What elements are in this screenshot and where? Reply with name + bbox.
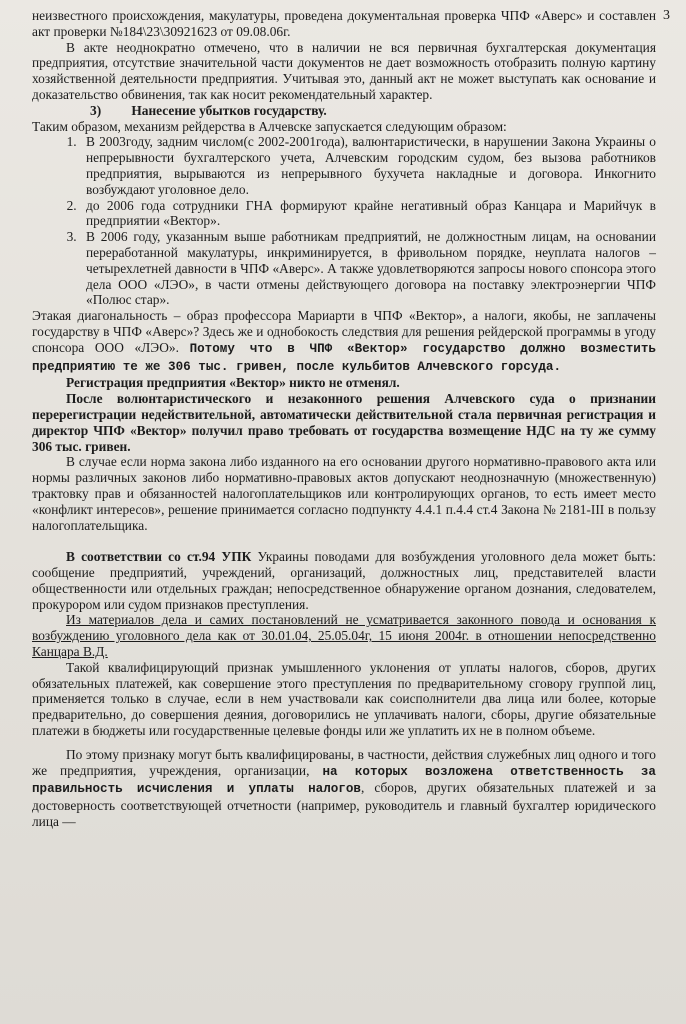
paragraph-diagonal — [32, 308, 656, 375]
section-heading-number: 3) — [90, 102, 102, 118]
spacer — [32, 533, 656, 549]
section-heading-3 — [90, 103, 656, 119]
paragraph-last-bold: на которых возложена ответственность за правильность исчисления и уплаты налогов — [32, 764, 656, 797]
section-heading-text: Нанесение убытков государству. — [131, 102, 327, 118]
paragraph-act: В акте неоднократно отмечено, что в наличии не вся первичная бухгалтерская документация предприятия, отсутствие значительной части документов не дает возможность отобразить полную картину хозяйственной деятельности предприятия. Учитывая это, данный акт не может выступать как основание и доказательство обвинения, так как носит рекомендательный характер. — [32, 39, 656, 102]
paragraph-upk — [32, 549, 656, 612]
paragraph-last-text-a: По этому признаку могут быть квалифицированы, в частности, действия служебных лиц одного и того же предприятия, учреждения, организации, — [32, 746, 656, 778]
paragraph-diagonal-bold: Потому что в ЧПФ «Вектор» государство должно возместить предприятию те же 306 тыс. гривен, после кульбитов Алчевского горсуда. — [32, 341, 656, 374]
paragraph-materials: Из материалов дела и самих постановлений не усматривается законного повода и основания к возбуждению уголовного дела как от 30.01.04, 25.05.04г, 15 июня 2004г. в отношении непосредственно Канцара В.Д. — [32, 612, 656, 660]
paragraph-diagonal-text: Этакая диагональность – образ профессора Мариарти в ЧПФ «Вектор», а налоги, якобы, не заплачены государству в ЧПФ «Аверс»? Здесь же и однобокость следствия для решения рейдерской программы в угоду спонсора ООО «ЛЭО». — [32, 308, 656, 355]
paragraph-upk-text: Украины поводами для возбуждения уголовного дела может быть: сообщение предприятий, учреждений, организаций, должностных лиц, представителей власти общественности или отдельных граждан; непосредственное обнаружение органом дознания, следователем, прокурором или судом признаков преступления. — [32, 549, 656, 612]
list-item: 1. В 2003году, задним числом(с 2002-2001года), валюнтаристически, в нарушении Закона Украины о непрерывности бухгалтерского учета, Алчевским городским судом, без вызова работников предприятия, вырываются из непрерывного бухучета накладные и договора. Инкогнито возбуждают уголовное дело. — [80, 134, 656, 197]
list-item: 2. до 2006 года сотрудники ГНА формируют крайне негативный образ Канцара и Марийчук в предприятии «Вектор». — [80, 198, 656, 230]
paragraph-qualification: Такой квалифицирующий признак умышленного уклонения от уплаты налогов, сборов, других обязательных платежей, как совершение этого преступления по предварительному сговору группой лиц, применяется только в случае, если в нем участвовали как соисполнители два лица или более, которые предварительно, до совершения деяния, договорились не уплачивать налоги, сборы, другие обязательные платежи в бюджеты или государственные целевые фонды или же уплатить их не в полном объеме. — [32, 659, 656, 739]
paragraph-registration: Регистрация предприятия «Вектор» никто не отменял. — [66, 375, 400, 391]
paragraph-norm: В случае если норма закона либо изданного на его основании другого нормативно-правового акта или нормы различных законов либо нормативно-правовых актов допускают неоднозначную (множественную) трактовку прав и обязанностей налогоплательщиков или контролирующих органов, то есть имеет место «конфликт интересов», решение принимается согласно подпункту 4.4.1 п.4.4 ст.4 Закона № 2181-III в пользу налогоплательщика. — [32, 454, 656, 533]
list-item: 3. В 2006 году, указанным выше работникам предприятий, не должностным лицам, на основании переработанной макулатуры, инкриминируется, в фривольном порядке, неуплата налогов – четырехлетней давности в ЧПФ «Аверс». А также удовлетворяются запросы нового спонсора этого дела ООО «ЛЭО», в части отмены действующего договора на поставку электроэнергии ЧПФ «Полюс стар». — [80, 229, 656, 308]
paragraph-upk-bold: В соответствии со ст.94 УПК — [66, 549, 252, 565]
spacer — [32, 739, 656, 747]
paragraph-after-decision: После волюнтаристического и незаконного решения Алчевского суда о признании перерегистрации недействительной, автоматически действительной стала первичная регистрация и директор ЧПФ «Вектор» получил право требовать от государства возмещение НДС на ту же сумму 306 тыс. гривен. — [32, 391, 656, 454]
paragraph-last — [32, 747, 656, 830]
page-number: 3 — [663, 8, 670, 23]
paragraph-mechanism: Таким образом, механизм рейдерства в Алчевске запускается следующим образом: — [32, 118, 507, 134]
paragraph-intro: неизвестного происхождения, макулатуры, проведена документальная проверка ЧПФ «Аверс» и составлен акт проверки №184\23\30921623 от 09.08.06г. — [32, 8, 656, 39]
numbered-list — [32, 134, 656, 308]
paragraph-last-text-b: , сборов, других обязательных платежей и за достоверность соответствующей отчетности (например, руководитель и главный бухгалтер юридического лица — — [32, 780, 656, 830]
